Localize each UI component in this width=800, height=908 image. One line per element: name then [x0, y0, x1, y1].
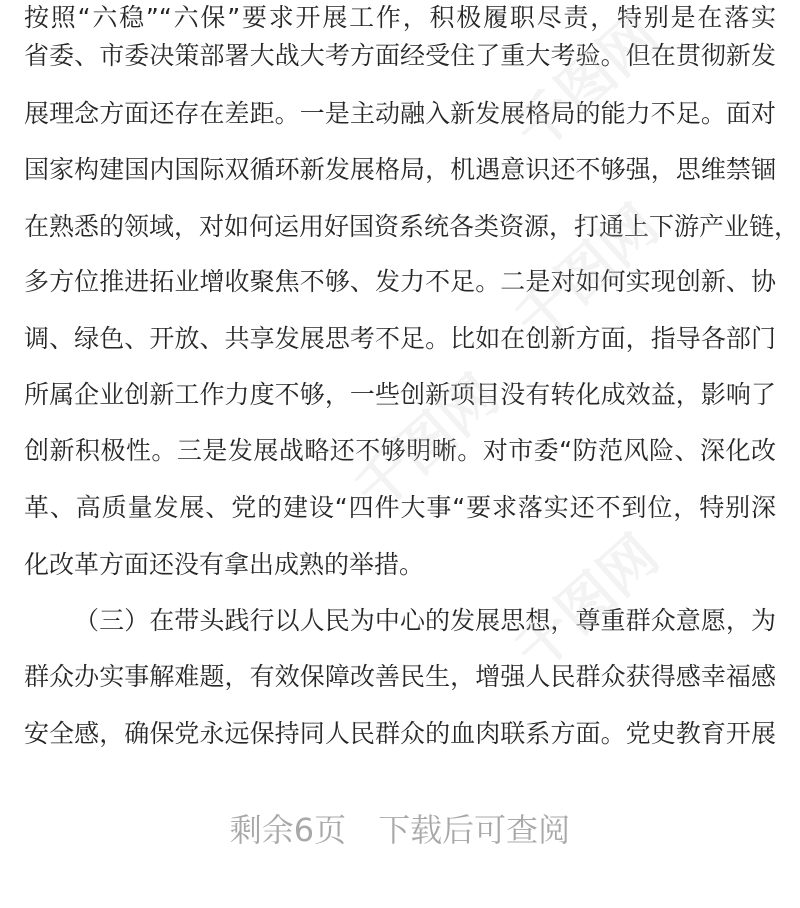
read-more-prompt[interactable] [0, 808, 800, 852]
paragraph-line: 展理念方面还存在差距。一是主动融入新发展格局的能力不足。面对 [24, 99, 776, 128]
paragraph-line: 在熟悉的领域，对如何运用好国资系统各类资源，打通上下游产业链， [24, 212, 800, 241]
paragraph-line: 创新积极性。三是发展战略还不够明晰。对市委“防范风险、深化改 [24, 436, 776, 465]
paragraph-line: 多方位推进拓业增收聚焦不够、发力不足。二是对如何实现创新、协 [24, 267, 776, 296]
paragraph-line: 群众办实事解难题，有效保障改善民生，增强人民群众获得感幸福感 [24, 662, 776, 691]
paragraph-line: 国家构建国内国际双循环新发展格局，机遇意识还不够强，思维禁锢 [24, 155, 776, 184]
paragraph-line: 调、绿色、开放、共享发展思考不足。比如在创新方面，指导各部门 [24, 324, 776, 353]
paragraph-line: 安全感，确保党永远保持同人民群众的血肉联系方面。党史教育开展 [24, 719, 776, 748]
paragraph-line: 所属企业创新工作力度不够，一些创新项目没有转化成效益，影响了 [24, 380, 776, 409]
watermark: 千图网 [502, 2, 672, 164]
paragraph-line: 革、高质量发展、党的建设“四件大事“要求落实还不到位，特别深 [24, 493, 776, 522]
paragraph-line: 按照“六稳”“六保”要求开展工作，积极履职尽责，特别是在落实 [24, 3, 776, 32]
watermark: 千图网 [342, 362, 512, 524]
watermark: 千图网 [502, 522, 672, 684]
paragraph-line: （三）在带头践行以人民为中心的发展思想，尊重群众意愿，为 [74, 606, 776, 635]
download-to-view-label: 下载后可查阅 [378, 811, 571, 849]
watermark: 千图网 [502, 192, 672, 354]
remaining-pages-label: 剩余6页 [229, 811, 347, 849]
paragraph-line: 省委、市委决策部署大战大考方面经受住了重大考验。但在贯彻新发 [24, 41, 776, 70]
paragraph-line: 化改革方面还没有拿出成熟的举措。 [24, 550, 425, 579]
